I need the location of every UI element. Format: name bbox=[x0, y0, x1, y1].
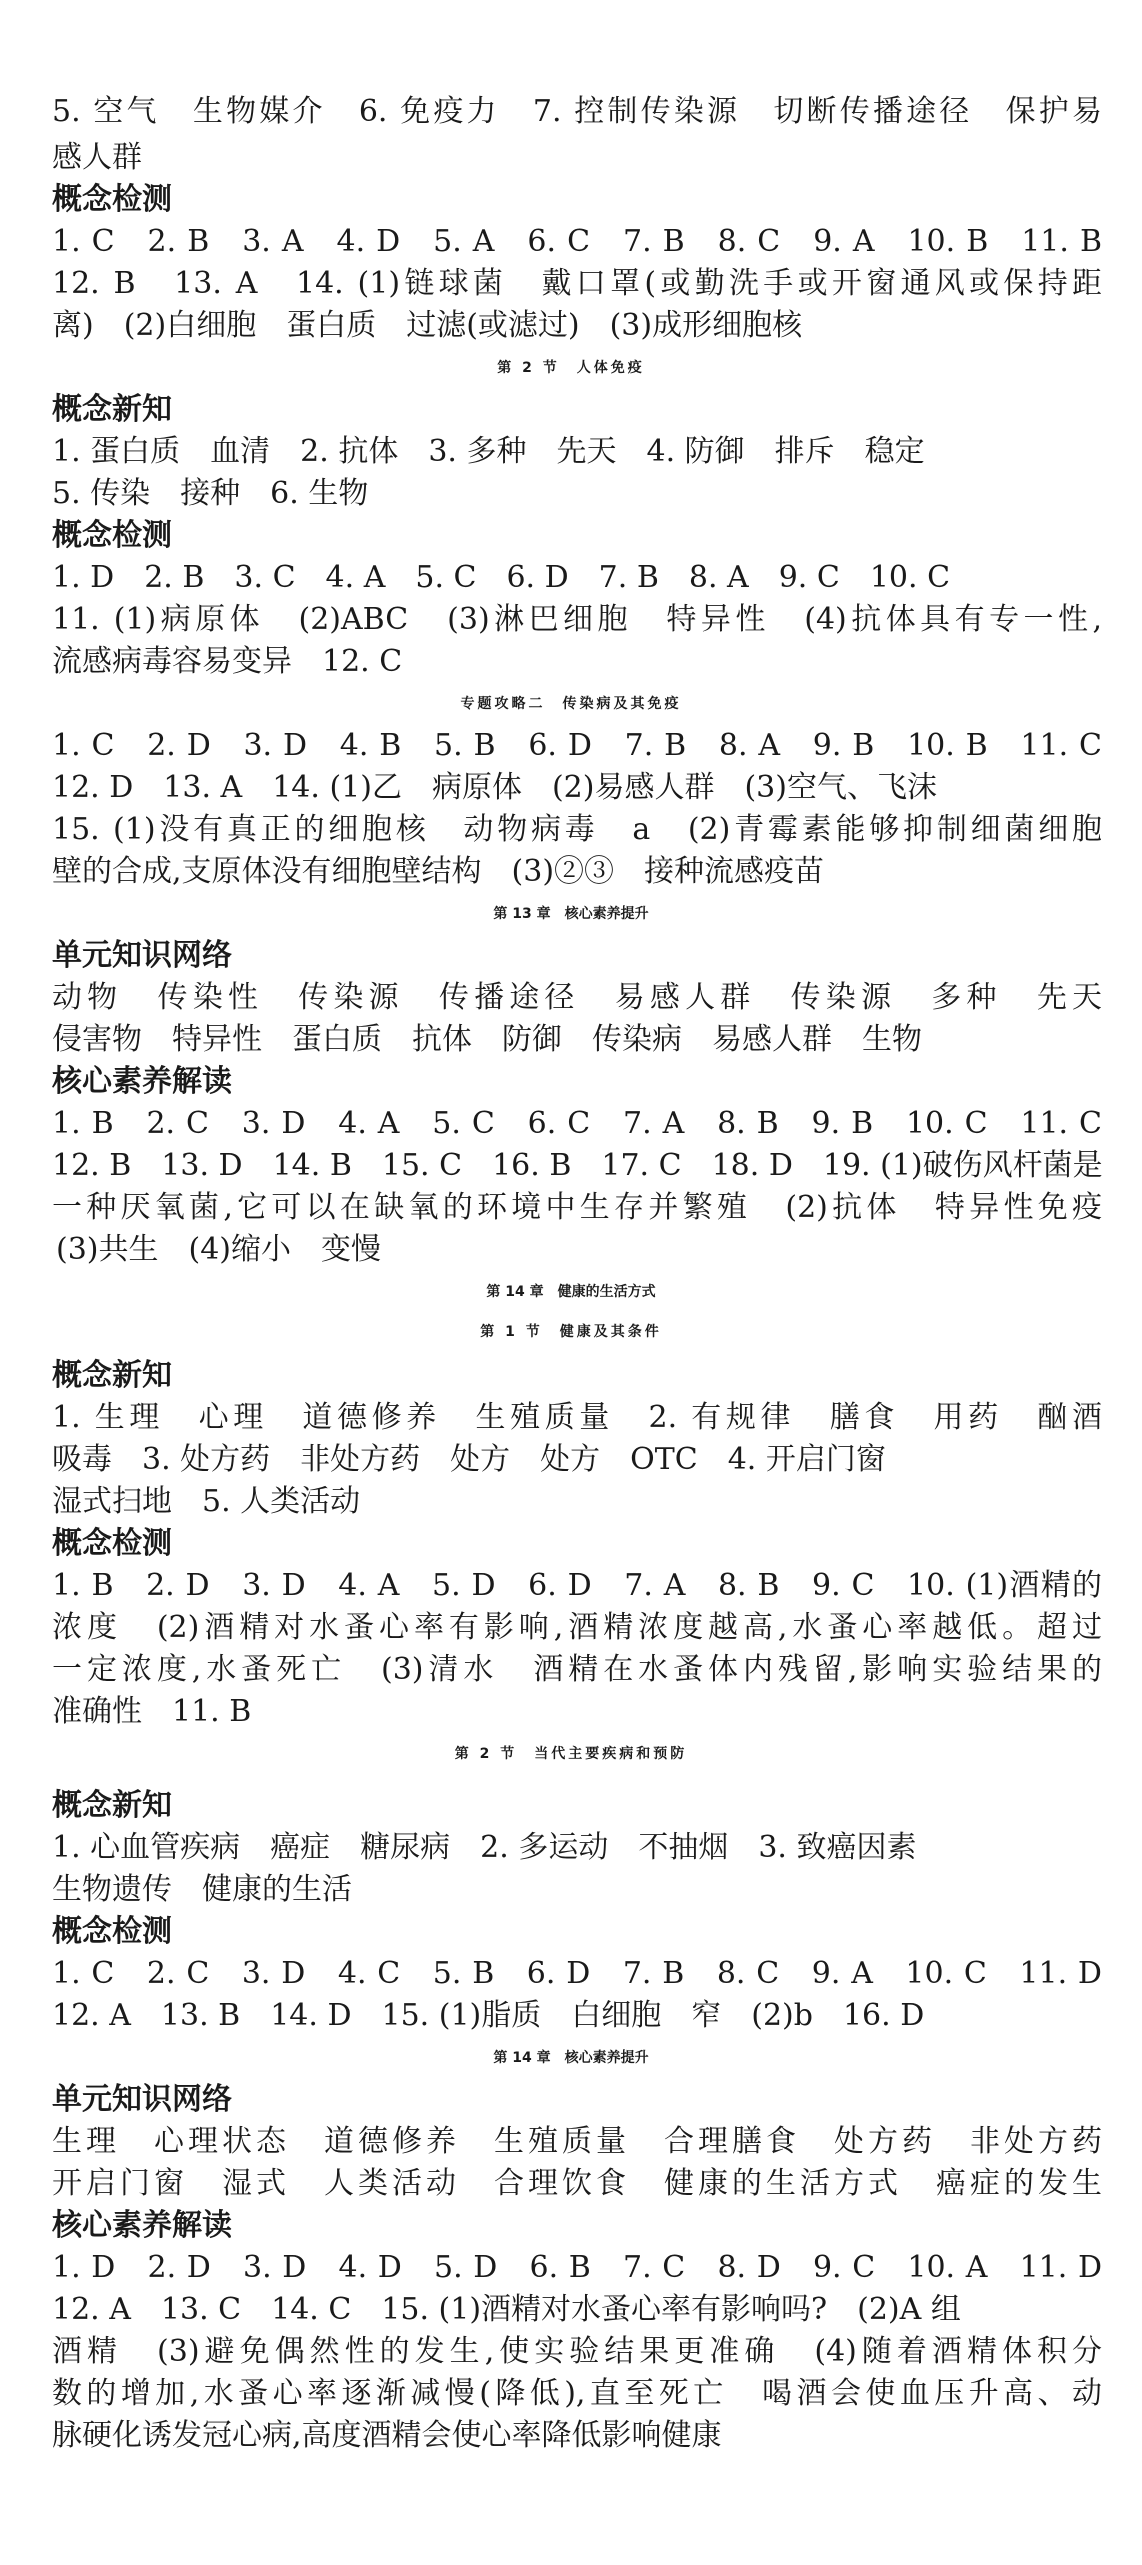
chapter-title: 第 14 章 核心素养提升 bbox=[493, 2050, 649, 2066]
answer-line: 12. B 13. A 14. (1)链球菌 戴口罩(或勤洗手或开窗通风或保持距 bbox=[52, 266, 1102, 301]
section-heading: 概念检测 bbox=[52, 518, 172, 553]
answer-line: 12. D 13. A 14. (1)乙 病原体 (2)易感人群 (3)空气、飞沫 bbox=[52, 770, 937, 805]
answer-line: (3)共生 (4)缩小 变慢 bbox=[56, 1232, 381, 1267]
answer-line: 生理 心理状态 道德修养 生殖质量 合理膳食 处方药 非处方药 bbox=[52, 2124, 1102, 2159]
answer-line: 准确性 11. B bbox=[52, 1694, 252, 1729]
section-heading: 单元知识网络 bbox=[52, 2082, 232, 2117]
answer-line: 一定浓度,水蚤死亡 (3)清水 酒精在水蚤体内残留,影响实验结果的 bbox=[52, 1652, 1102, 1687]
answer-line: 数的增加,水蚤心率逐渐减慢(降低),直至死亡 喝酒会使血压升高、动 bbox=[52, 2376, 1102, 2411]
answer-line: 15. (1)没有真正的细胞核 动物病毒 a (2)青霉素能够抑制细菌细胞 bbox=[52, 812, 1102, 847]
answer-line: 动物 传染性 传染源 传播途径 易感人群 传染源 多种 先天 bbox=[52, 980, 1102, 1015]
answer-line: 湿式扫地 5. 人类活动 bbox=[52, 1484, 361, 1519]
answer-line: 1. D 2. B 3. C 4. A 5. C 6. D 7. B 8. A 9. C 10. C bbox=[52, 560, 951, 595]
chapter-title: 第 14 章 健康的生活方式 bbox=[486, 1284, 656, 1300]
section-title: 第 2 节 人体免疫 bbox=[497, 360, 645, 376]
section-heading: 概念新知 bbox=[52, 392, 172, 427]
answer-line: 1. C 2. B 3. A 4. D 5. A 6. C 7. B 8. C 9. A 10. B 11. B bbox=[52, 224, 1102, 259]
answer-line: 感人群 bbox=[52, 140, 142, 175]
answer-line: 1. D 2. D 3. D 4. D 5. D 6. B 7. C 8. D 9. C 10. A 11. D bbox=[52, 2250, 1102, 2285]
section-heading: 核心素养解读 bbox=[52, 1064, 232, 1099]
answer-line: 壁的合成,支原体没有细胞壁结构 (3)②③ 接种流感疫苗 bbox=[52, 854, 825, 889]
answer-line: 1. C 2. C 3. D 4. C 5. B 6. D 7. B 8. C 9. A 10. C 11. D bbox=[52, 1956, 1102, 1991]
section-heading: 核心素养解读 bbox=[52, 2208, 232, 2243]
answer-line: 一种厌氧菌,它可以在缺氧的环境中生存并繁殖 (2)抗体 特异性免疫 bbox=[52, 1190, 1102, 1225]
answer-line: 酒精 (3)避免偶然性的发生,使实验结果更准确 (4)随着酒精体积分 bbox=[52, 2334, 1102, 2369]
section-heading: 单元知识网络 bbox=[52, 938, 232, 973]
answer-line: 1. C 2. D 3. D 4. B 5. B 6. D 7. B 8. A 9. B 10. B 11. C bbox=[52, 728, 1102, 763]
answer-line: 浓度 (2)酒精对水蚤心率有影响,酒精浓度越高,水蚤心率越低。超过 bbox=[52, 1610, 1102, 1645]
section-heading: 概念检测 bbox=[52, 1914, 172, 1949]
section-heading: 概念新知 bbox=[52, 1788, 172, 1823]
answer-line: 5. 空气 生物媒介 6. 免疫力 7. 控制传染源 切断传播途径 保护易 bbox=[52, 94, 1102, 129]
answer-line: 11. (1)病原体 (2)ABC (3)淋巴细胞 特异性 (4)抗体具有专一性, bbox=[52, 602, 1102, 637]
answer-line: 5. 传染 接种 6. 生物 bbox=[52, 476, 369, 511]
answer-line: 1. B 2. C 3. D 4. A 5. C 6. C 7. A 8. B 9. B 10. C 11. C bbox=[52, 1106, 1102, 1141]
answer-line: 流感病毒容易变异 12. C bbox=[52, 644, 403, 679]
section-heading: 概念检测 bbox=[52, 182, 172, 217]
answer-line: 12. A 13. C 14. C 15. (1)酒精对水蚤心率有影响吗? (2)A 组 bbox=[52, 2292, 961, 2327]
section-title: 第 1 节 健康及其条件 bbox=[480, 1324, 662, 1340]
answer-line: 1. 心血管疾病 癌症 糖尿病 2. 多运动 不抽烟 3. 致癌因素 bbox=[52, 1830, 917, 1865]
answer-line: 1. 蛋白质 血清 2. 抗体 3. 多种 先天 4. 防御 排斥 稳定 bbox=[52, 434, 925, 469]
answer-line: 离) (2)白细胞 蛋白质 过滤(或滤过) (3)成形细胞核 bbox=[52, 308, 803, 343]
answer-line: 生物遗传 健康的生活 bbox=[52, 1872, 352, 1907]
section-title: 专题攻略二 传染病及其免疫 bbox=[460, 696, 682, 712]
chapter-title: 第 13 章 核心素养提升 bbox=[493, 906, 649, 922]
section-title: 第 2 节 当代主要疾病和预防 bbox=[454, 1746, 688, 1762]
section-heading: 概念检测 bbox=[52, 1526, 172, 1561]
answer-line: 侵害物 特异性 蛋白质 抗体 防御 传染病 易感人群 生物 bbox=[52, 1022, 922, 1057]
answer-line: 12. B 13. D 14. B 15. C 16. B 17. C 18. D 19. (1)破伤风杆菌是 bbox=[52, 1148, 1103, 1183]
answer-line: 吸毒 3. 处方药 非处方药 处方 处方 OTC 4. 开启门窗 bbox=[52, 1442, 886, 1477]
answer-line: 12. A 13. B 14. D 15. (1)脂质 白细胞 窄 (2)b 16. D bbox=[52, 1998, 925, 2033]
answer-line: 1. 生理 心理 道德修养 生殖质量 2. 有规律 膳食 用药 酗酒 bbox=[52, 1400, 1102, 1435]
answer-line: 开启门窗 湿式 人类活动 合理饮食 健康的生活方式 癌症的发生 bbox=[52, 2166, 1102, 2201]
section-heading: 概念新知 bbox=[52, 1358, 172, 1393]
answer-line: 脉硬化诱发冠心病,高度酒精会使心率降低影响健康 bbox=[52, 2418, 722, 2453]
answer-line: 1. B 2. D 3. D 4. A 5. D 6. D 7. A 8. B 9. C 10. (1)酒精的 bbox=[52, 1568, 1102, 1603]
